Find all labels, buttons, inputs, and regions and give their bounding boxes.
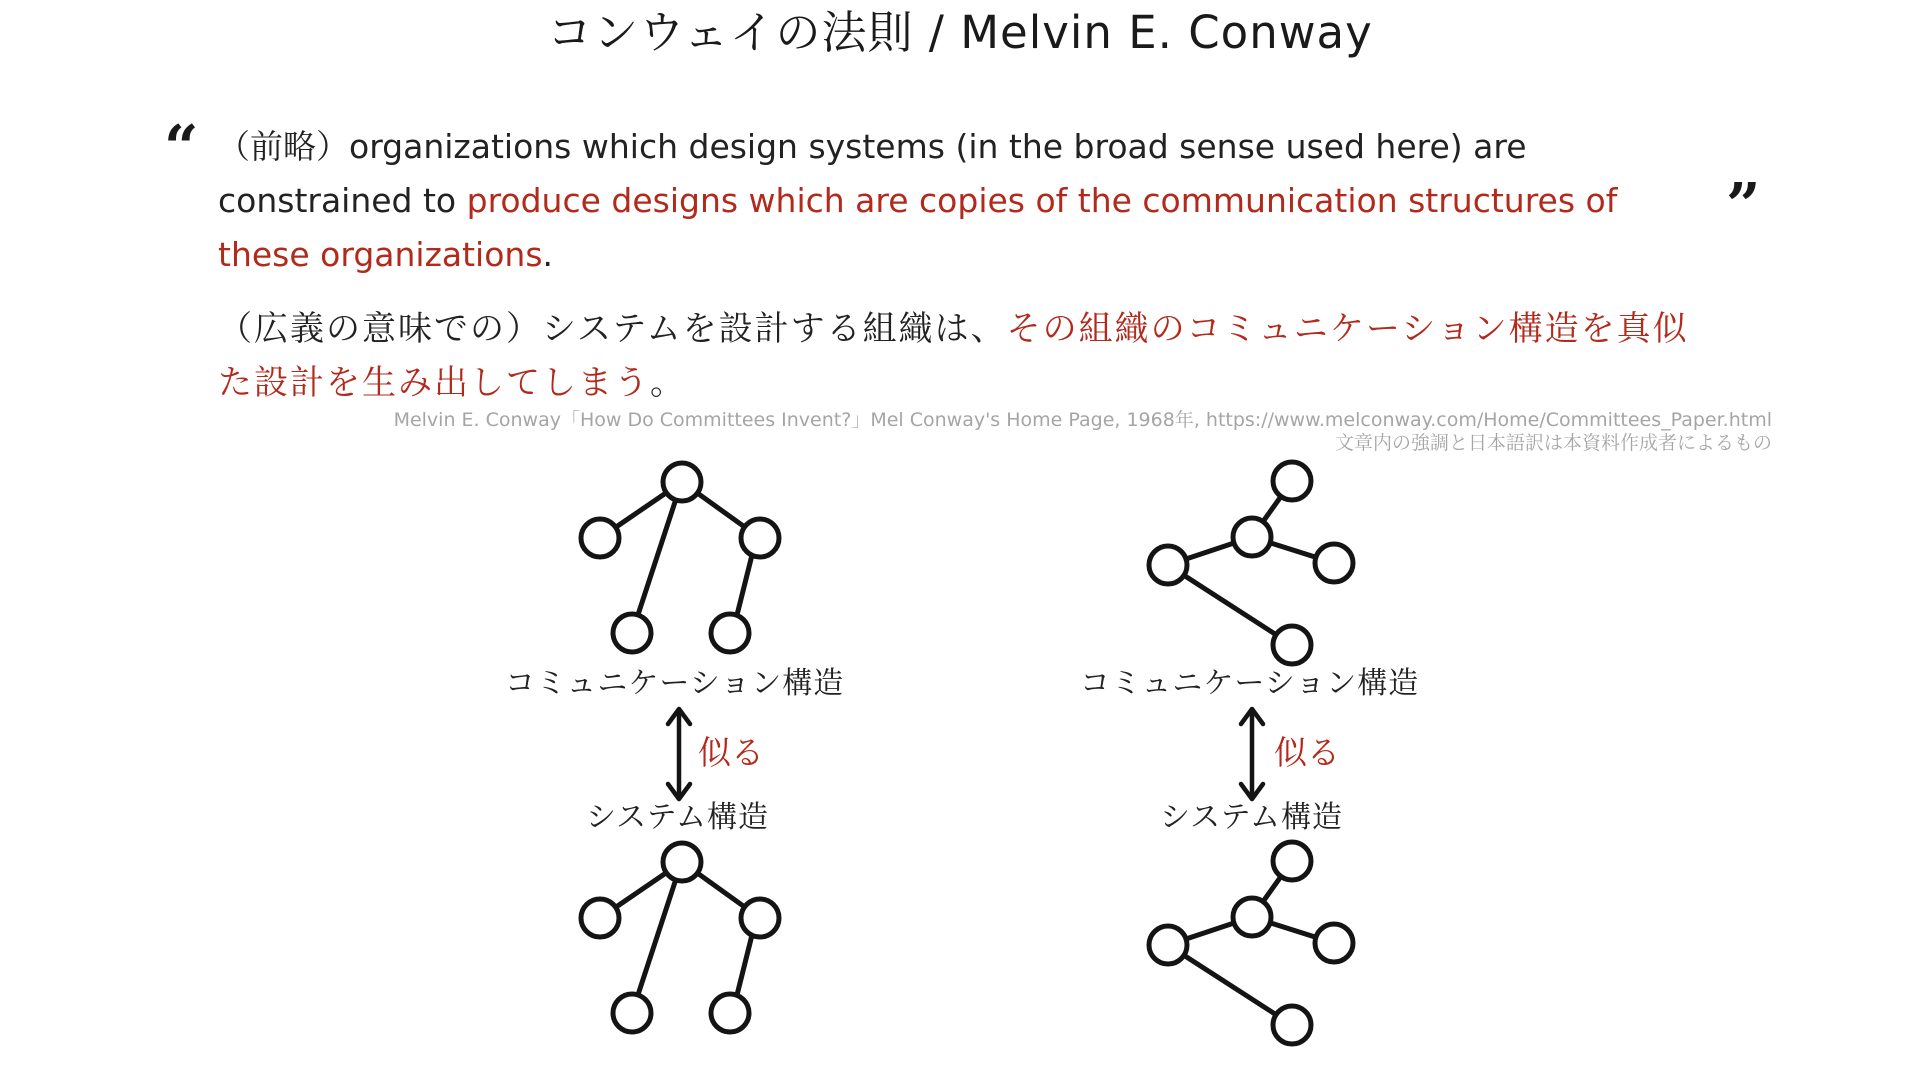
left-similarity-arrow <box>664 704 694 804</box>
right-system-graph <box>1130 835 1370 1045</box>
quote-japanese-end: 。 <box>650 363 686 403</box>
right-similar-label: 似る <box>1274 733 1340 772</box>
quote-english-end: . <box>542 235 554 274</box>
quote-english-highlight: produce designs which are copies of the communication structures of these organizations <box>218 181 1618 274</box>
right-communication-graph <box>1130 455 1370 665</box>
left-similar-label: 似る <box>698 733 764 772</box>
left-system-label: システム構造 <box>586 800 769 835</box>
quote-japanese-normal: （広義の意味での）システムを設計する組織は、 <box>218 309 1007 349</box>
quote-english-normal: organizations which design systems (in the broad sense used here) are constrained to <box>218 127 1527 220</box>
quote-japanese <box>218 302 1718 410</box>
close-quote-mark: ” <box>1726 171 1755 241</box>
quote-english-lead: （前略） <box>217 127 349 166</box>
right-similarity-arrow <box>1237 704 1267 804</box>
citation-source: Melvin E. Conway「How Do Committees Invent?」Mel Conway's Home Page, 1968年, https://www.melconway.com/Home/Committees_Paper.html <box>393 409 1772 431</box>
left-communication-graph <box>560 455 800 665</box>
quote-english <box>218 120 1678 282</box>
left-system-graph <box>560 835 800 1045</box>
citation-note: 文章内の強調と日本語訳は本資料作成者によるもの <box>1334 432 1772 454</box>
page-title: コンウェイの法則 / Melvin E. Conway <box>547 6 1373 59</box>
quote-japanese-highlight: その組織のコミュニケーション構造を真似た設計を生み出してしまう <box>218 309 1689 403</box>
open-quote-mark: “ <box>164 113 193 183</box>
right-communication-label: コミュニケーション構造 <box>1080 666 1420 701</box>
left-communication-label: コミュニケーション構造 <box>505 666 845 701</box>
right-system-label: システム構造 <box>1160 800 1343 835</box>
